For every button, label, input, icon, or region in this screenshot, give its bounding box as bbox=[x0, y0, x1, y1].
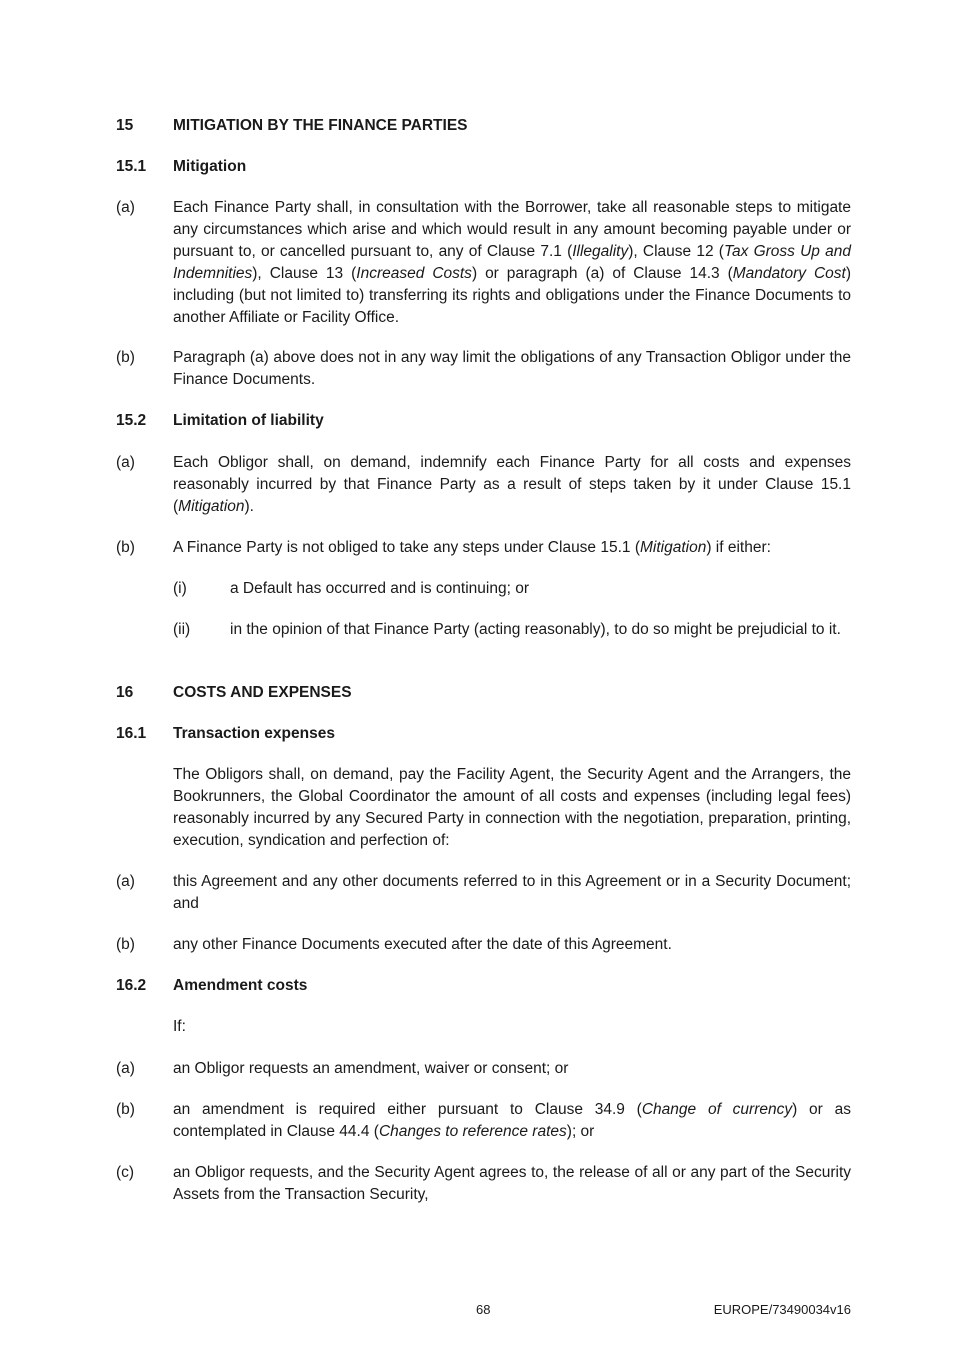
clause-number: 16.2 bbox=[116, 977, 147, 994]
paragraph-number: (b) bbox=[116, 349, 135, 366]
subparagraph-text: in the opinion of that Finance Party (acting reasonably), to do so might be prejudicial to it. bbox=[230, 621, 841, 638]
paragraph-text: an Obligor requests, and the Security Agent agrees to, the release of all or any part of the Security Assets from the Transaction Security, bbox=[173, 1164, 851, 1203]
section-title: MITIGATION BY THE FINANCE PARTIES bbox=[173, 117, 468, 134]
clause-number: 16.1 bbox=[116, 725, 147, 742]
clause-title: Amendment costs bbox=[173, 977, 308, 994]
paragraph-number: (a) bbox=[116, 1060, 135, 1077]
paragraph-text: Each Obligor shall, on demand, indemnify each Finance Party for all costs and expenses reasonably incurred by that Finance Party as a result of steps taken by it under Clause 15.1 (Mitigation). bbox=[173, 454, 851, 515]
paragraph-text: Paragraph (a) above does not in any way limit the obligations of any Transaction Obligor under the Finance Documents. bbox=[173, 349, 851, 388]
section-number: 15 bbox=[116, 117, 134, 134]
paragraph-text: an amendment is required either pursuant to Clause 34.9 (Change of currency) or as contemplated in Clause 44.4 (Changes to reference rates); or bbox=[173, 1101, 851, 1140]
paragraph-number: (b) bbox=[116, 539, 135, 556]
subparagraph-text: a Default has occurred and is continuing; or bbox=[230, 580, 529, 597]
section-number: 16 bbox=[116, 684, 134, 701]
subparagraph-number: (i) bbox=[173, 580, 187, 597]
page-number: 68 bbox=[476, 1302, 491, 1317]
paragraph-number: (b) bbox=[116, 936, 135, 953]
paragraph-number: (b) bbox=[116, 1101, 135, 1118]
paragraph-text: this Agreement and any other documents referred to in this Agreement or in a Security Document; and bbox=[173, 873, 851, 912]
clause-title: Transaction expenses bbox=[173, 725, 335, 742]
paragraph-text: The Obligors shall, on demand, pay the Facility Agent, the Security Agent and the Arrangers, the Bookrunners, the Global Coordinator the amount of all costs and expenses (including legal fees) reasonably incurred by any Secured Party in connection with the negotiation, preparation, printing, execution, syndication and perfection of: bbox=[173, 766, 851, 849]
subparagraph-number: (ii) bbox=[173, 621, 191, 638]
paragraph-number: (a) bbox=[116, 454, 135, 471]
paragraph-number: (a) bbox=[116, 199, 135, 216]
document-reference: EUROPE/73490034v16 bbox=[713, 1302, 851, 1317]
paragraph-number: (a) bbox=[116, 873, 135, 890]
clause-title: Limitation of liability bbox=[173, 412, 324, 429]
section-title: COSTS AND EXPENSES bbox=[173, 684, 352, 701]
clause-title: Mitigation bbox=[173, 158, 247, 175]
paragraph-text: If: bbox=[173, 1018, 186, 1035]
clause-number: 15.1 bbox=[116, 158, 147, 175]
paragraph-number: (c) bbox=[116, 1164, 135, 1181]
paragraph-text: any other Finance Documents executed after the date of this Agreement. bbox=[173, 936, 672, 953]
paragraph-text: Each Finance Party shall, in consultation with the Borrower, take all reasonable steps to mitigate any circumstances which arise and which would result in any amount becoming payable under or pursuant to, or cancelled pursuant to, any of Clause 7.1 (Illegality), Clause 12 (Tax Gross Up and Indemnities), Clause 13 (Increased Costs) or paragraph (a) of Clause 14.3 (Mandatory Cost) including (but not limited to) transferring its rights and obligations under the Finance Documents to another Affiliate or Facility Office. bbox=[173, 199, 851, 326]
paragraph-text: an Obligor requests an amendment, waiver or consent; or bbox=[173, 1060, 569, 1077]
paragraph-text: A Finance Party is not obliged to take any steps under Clause 15.1 (Mitigation) if either: bbox=[173, 539, 771, 556]
clause-number: 15.2 bbox=[116, 412, 147, 429]
